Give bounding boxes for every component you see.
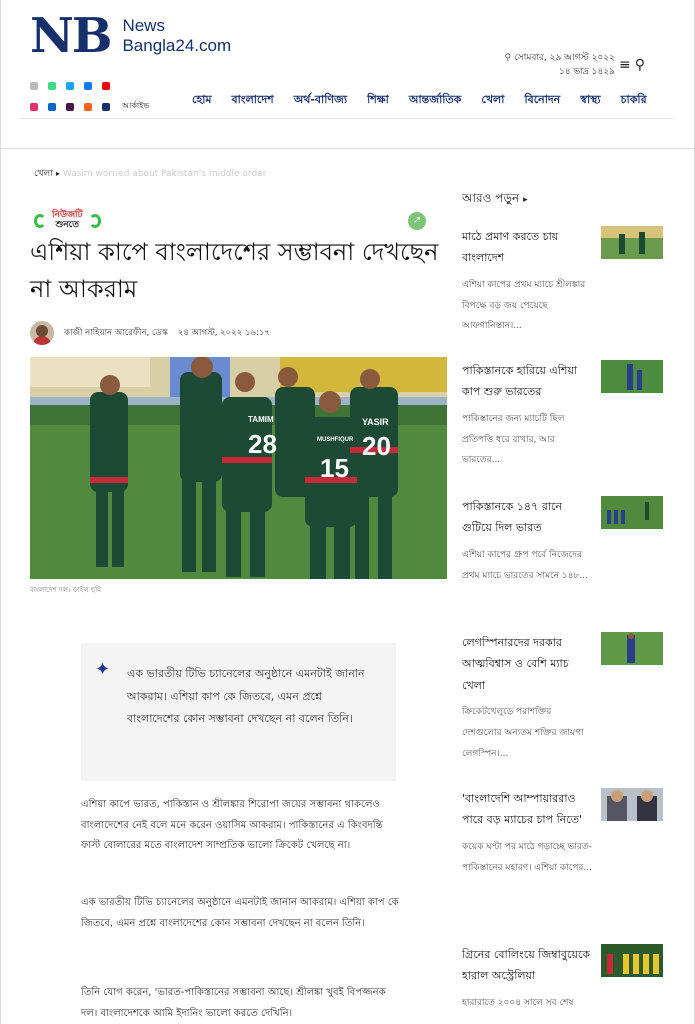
date-gregorian: সোমবার, ২৯ আগস্ট ২০২২ — [514, 53, 615, 63]
related-heading — [462, 190, 528, 210]
related-card-thumbnail[interactable] — [601, 360, 663, 393]
archive-icon — [102, 103, 110, 111]
logo-line1: News — [122, 16, 165, 36]
related-card-title[interactable]: মাঠে প্রমাণ করতে চায় বাংলাদেশ — [462, 230, 559, 265]
related-card-thumbnail[interactable] — [601, 788, 663, 821]
header-icons — [619, 57, 645, 73]
article-photo — [30, 357, 447, 579]
nav-item-international[interactable]: আন্তর্জাতিক — [408, 93, 462, 106]
nav-item-home[interactable]: হোম — [192, 93, 212, 106]
related-card-title[interactable]: পাকিস্তানকে ১৪৭ রানে গুটিয়ে দিল ভারত — [462, 500, 562, 535]
linkedin-icon[interactable] — [48, 103, 56, 111]
article-paragraph-2: এক ভারতীয় টিভি চ্যানেলের অনুষ্ঠানে এমনটাই জানান আকরাম। এশিয়া কাপ কে জিতবে, এমন প্রশ্নে বাংলাদেশের কোন সম্ভাবনা দেখছেন না বলেন তিনি। — [81, 897, 399, 929]
jersey-number-1: 28 — [248, 429, 277, 459]
nav-item-jobs[interactable]: চাকরি — [620, 93, 647, 106]
jersey-number-2: 15 — [320, 453, 349, 483]
search-icon[interactable]: ⚲ — [634, 57, 645, 73]
related-heading-label: আরও পড়ুন — [462, 191, 520, 205]
related-card-excerpt: এশিয়া কাপের গ্রুপ পর্বে নিজেদের প্রথম ম্যাচে ভারতের সামনে ১৪৮... — [462, 549, 588, 581]
related-card-excerpt: এশিয়া কাপের প্রথম ম্যাচে শ্রীলঙ্কার বিপক্ষে বড় জয় পেয়েছে আফগানিস্তান।... — [462, 279, 586, 332]
article-byline — [30, 321, 270, 345]
listen-label-top: নিউজটি — [52, 210, 83, 220]
header-divider — [20, 118, 673, 119]
author-avatar — [30, 321, 54, 345]
related-card[interactable] — [462, 360, 667, 471]
breadcrumb-arrow-icon: ▸ — [55, 169, 60, 178]
photo-caption: বাংলাদেশ দল। ফাইল ছবি — [30, 586, 102, 594]
breadcrumb-section[interactable]: খেলা — [34, 169, 53, 179]
related-card[interactable] — [462, 944, 667, 1014]
related-card-thumbnail[interactable] — [601, 944, 663, 977]
menu-icon[interactable]: ≡ — [619, 57, 631, 73]
nav-item-entertainment[interactable]: বিনোদন — [524, 93, 561, 106]
related-card-excerpt: কয়েক ঘণ্টা পর মাঠে গড়াচ্ছে ভারত-পাকিস্তানের মহারণ। এশিয়া কাপের... — [462, 841, 592, 873]
social-row-top — [30, 82, 110, 90]
related-card-thumbnail[interactable] — [601, 632, 663, 665]
rss-icon[interactable] — [84, 103, 92, 111]
listen-button[interactable] — [34, 211, 101, 231]
publish-date: ২৪ আগস্ট, ২০২২ ১৬:১৭ — [177, 328, 270, 338]
date-bangla: ১৪ ভাদ্র ১৪২৯ — [558, 66, 615, 77]
facebook-icon[interactable] — [84, 82, 92, 90]
social-row-bottom — [30, 100, 149, 113]
listen-label-bottom: শুনতে — [55, 219, 79, 230]
youtube-icon[interactable] — [102, 82, 110, 90]
pin-icon: ✦ — [95, 659, 111, 680]
location-icon: ⚲ — [504, 53, 512, 63]
nav-item-education[interactable]: শিক্ষা — [367, 93, 389, 106]
share-icon[interactable]: ↗ — [408, 212, 426, 230]
related-card-excerpt: হারারাতে ২০০৪ সালে সব শেষ — [462, 997, 574, 1008]
logo-mark: NB — [30, 8, 111, 64]
audio-wave-right-icon — [89, 214, 101, 228]
related-card[interactable] — [462, 788, 667, 878]
breadcrumb — [34, 166, 266, 181]
archive-link[interactable]: আর্কাইভ — [122, 101, 150, 110]
jersey-number-3: 20 — [362, 431, 391, 461]
related-card-thumbnail[interactable] — [601, 226, 663, 259]
related-card[interactable] — [462, 632, 667, 764]
logo-text — [122, 16, 231, 55]
jersey-name-3: YASIR — [362, 417, 389, 427]
article-title: এশিয়া কাপে বাংলাদেশের সম্ভাবনা দেখছেন না আকরাম — [30, 238, 439, 304]
article-paragraph-1: এশিয়া কাপে ভারত, পাকিস্তান ও শ্রীলঙ্কার শিরোপা জয়ের সম্ভাবনা থাকলেও বাংলাদেশের নেই বলে মনে করেন ওয়াসিম আকরাম। পাকিস্তানের এ কিংবদন্তি ফাস্ট বোলারের মতে বাংলাদেশ সাম্প্রতিক ভালো ক্রিকেট খেলছে না। — [81, 799, 383, 851]
apple-icon[interactable] — [30, 82, 38, 90]
section-divider — [0, 148, 695, 149]
related-card-excerpt: ক্রিকেটখেলুড়ে পরাশক্তির দেশগুলোর অন্যতম শক্তির জায়গা লেগস্পিন।... — [462, 707, 584, 759]
nav-item-health[interactable]: স্বাস্থ্য — [580, 93, 601, 106]
nav-item-sports[interactable]: খেলা — [481, 93, 505, 106]
related-card-thumbnail[interactable] — [601, 496, 663, 529]
listen-label — [52, 211, 83, 231]
audio-wave-left-icon — [34, 214, 46, 228]
nav-item-bangladesh[interactable]: বাংলাদেশ — [231, 93, 274, 106]
jersey-name-1: TAMIM — [248, 415, 274, 424]
related-card[interactable] — [462, 496, 667, 586]
breadcrumb-current: Wasim worried about Pakistan's middle order — [62, 169, 267, 179]
related-card-title[interactable]: 'বাংলাদেশি আম্পায়াররাও পারে বড় ম্যাচের চাপ নিতে' — [462, 792, 582, 827]
slack-icon[interactable] — [66, 103, 74, 111]
related-card-title[interactable]: লেগস্পিনারদের দরকার আত্মবিশ্বাস ও বেশি ম্যাচ খেলা — [462, 636, 569, 692]
nav-item-business[interactable]: অর্থ-বাণিজ্য — [293, 93, 348, 106]
related-card-title[interactable]: গ্রিনের বোলিংয়ে জিম্বাবুয়েকে হারাল অস্ট্রেলিয়া — [462, 948, 590, 983]
site-logo[interactable] — [30, 8, 232, 64]
instagram-icon[interactable] — [30, 103, 38, 111]
related-card-title[interactable]: পাকিস্তানকে হারিয়ে এশিয়া কাপ শুরু ভারতের — [462, 364, 578, 399]
related-card-excerpt: পাকিস্তানের জন্য ম্যাচটি ছিল প্রতিপত্তি ধরে রাখার, আর ভারতের... — [462, 413, 565, 466]
android-icon[interactable] — [48, 82, 56, 90]
author-name[interactable]: কাজী নাহিয়ান আরেফীন, ডেস্ক — [64, 328, 168, 338]
chevron-right-icon: ▸ — [523, 195, 528, 205]
main-nav — [192, 91, 667, 110]
pull-quote — [81, 643, 396, 781]
article-paragraph-3: তিনি যোগ করেন, 'ভারত-পাকিস্তানের সম্ভাবনা আছে। শ্রীলঙ্কা খুবই বিপজ্জনক দল। বাংলাদেশকে আমি ইদানিং ভালো করতে দেখিনি। — [81, 987, 386, 1019]
twitter-icon[interactable] — [66, 82, 74, 90]
logo-line2: Bangla24.com — [122, 36, 232, 55]
pull-quote-text: এক ভারতীয় টিভি চ্যানেলের অনুষ্ঠানে এমনটাই জানান আকরাম। এশিয়া কাপ কে জিতবে, এমন প্রশ্নে বাংলাদেশের কোন সম্ভাবনা দেখছেন না বলেন তিনি। — [127, 667, 365, 726]
header-date — [505, 52, 615, 79]
jersey-name-2: MUSHFIQUR — [317, 437, 354, 443]
related-card[interactable] — [462, 226, 667, 337]
